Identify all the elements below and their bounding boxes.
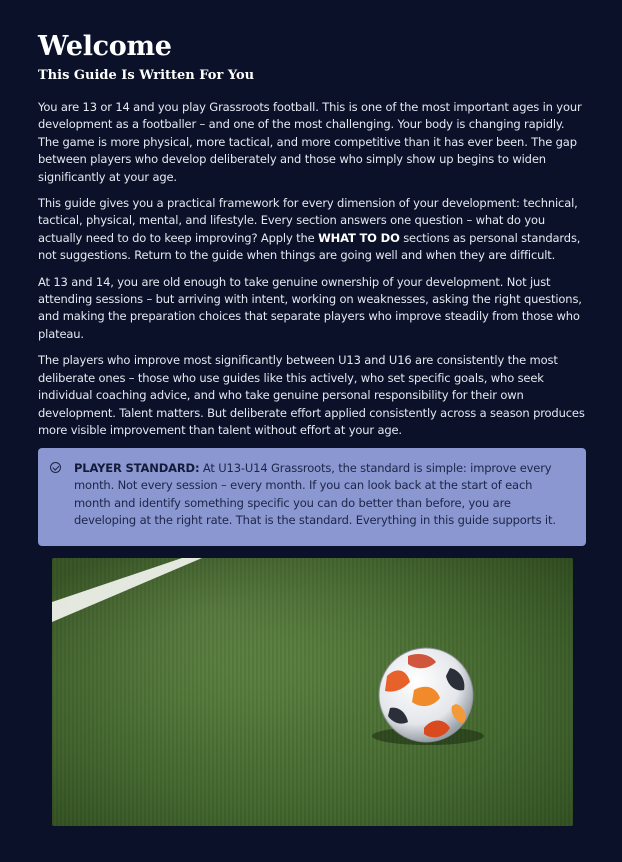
callout-label: PLAYER STANDARD: xyxy=(74,461,200,475)
pitch-illustration xyxy=(52,558,573,826)
paragraph-2-text-a: This guide gives you a practical framework for every dimension of your development: technical, tactical, physical, mental, and lifestyle. Every section answers one question – what do you actually need to do to keep improving? Apply the xyxy=(38,196,578,245)
paragraph-2-text-b: sections as personal standards, not suggestions. Return to the guide when things are going well and when they are difficult. xyxy=(38,230,581,263)
callout-text xyxy=(74,460,572,530)
callout-body: At U13-U14 Grassroots, the standard is simple: improve every month. Not every session – every month. If you can look back at the start of each month and identify something specific you can do better than before, you are developing at the right rate. That is the standard. Everything in this guide supports it. xyxy=(74,461,556,528)
page-title: Welcome xyxy=(38,31,172,62)
what-to-do-emphasis: WHAT TO DO xyxy=(318,230,400,245)
football-on-pitch-photo xyxy=(52,558,573,826)
football-icon xyxy=(379,648,473,742)
intro-paragraph-4: The players who improve most significantly between U13 and U16 are consistently the most deliberate ones – those who use guides like this actively, who set specific goals, who seek individual coaching advice, and who take genuine personal responsibility for their own development. Talent matters. But deliberate effort applied consistently across a season produces more visible improvement than talent without effort at your age. xyxy=(38,353,585,437)
intro-paragraph-3: At 13 and 14, you are old enough to take genuine ownership of your development. Not just attending sessions – but arriving with intent, working on weaknesses, asking the right questions, and making the preparation choices that separate players who improve steadily from those who plateau. xyxy=(38,274,582,341)
page-subtitle: This Guide Is Written For You xyxy=(38,68,255,83)
player-standard-callout xyxy=(38,448,586,546)
intro-paragraph-2 xyxy=(38,195,586,265)
check-circle-icon xyxy=(50,462,61,473)
intro-paragraph-1: You are 13 or 14 and you play Grassroots football. This is one of the most important ages in your development as a footballer – and one of the most challenging. Your body is changing rapidly. The game is more physical, more tactical, and more competitive than it has ever been. The gap between players who develop deliberately and those who simply show up begins to widen significantly at your age. xyxy=(38,100,582,184)
